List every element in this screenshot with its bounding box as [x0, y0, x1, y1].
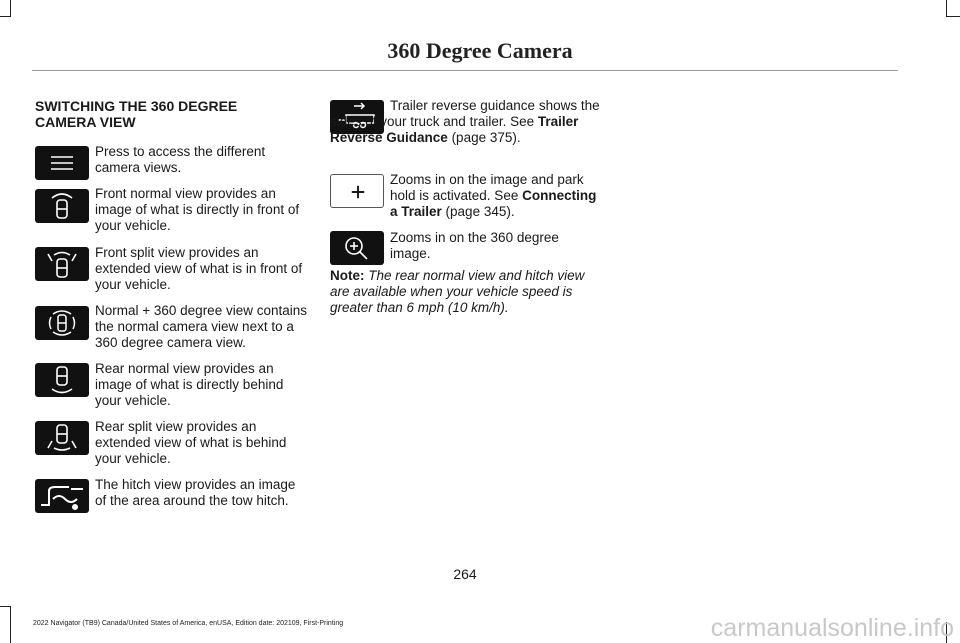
item-text: Rear normal view provides an image of what is directly behind your vehicle.: [95, 361, 284, 408]
header-rule: [32, 70, 898, 71]
crop-mark-top-left-h: [0, 16, 11, 17]
item-text: Front split view provides an extended view of what is in front of your vehicle.: [95, 245, 303, 292]
footer-edition: 2022 Navigator (TB9) Canada/United States of America, enUSA, Edition date: 202109, First-Printing: [33, 620, 344, 627]
link-trailer-reverse-guidance[interactable]: Trailer Reverse Guidance: [330, 114, 579, 145]
front-split-view-icon: [35, 247, 89, 281]
note-label: Note:: [330, 268, 365, 283]
crop-mark-bottom-left-v: [10, 606, 11, 643]
rear-normal-view-icon: [35, 363, 89, 397]
item-text: Front normal view provides an image of what is directly in front of your vehicle.: [95, 186, 300, 233]
note-text: The rear normal view and hitch view are available when your vehicle speed is greater than 6 mph (10 km/h).: [330, 268, 585, 315]
trailer-reverse-guidance-text: Trailer reverse guidance shows the sides of your truck and trailer. See Trailer Reverse Guidance (page 375).: [330, 98, 600, 145]
magnifier-zoom-icon: [330, 231, 384, 265]
section-heading: SWITCHING THE 360 DEGREE CAMERA VIEW: [35, 98, 238, 130]
crop-mark-top-right-h: [946, 16, 960, 17]
rear-split-view-icon: [35, 421, 89, 455]
menu-icon: [35, 146, 89, 180]
crop-mark-bottom-left-h: [0, 606, 11, 607]
note: [330, 268, 602, 316]
link-connecting-a-trailer[interactable]: Connecting a Trailer: [390, 188, 597, 219]
page-number: 264: [453, 566, 477, 582]
front-normal-view-icon: [35, 189, 89, 223]
normal-360-view-icon: [35, 306, 89, 340]
item-text: Normal + 360 degree view contains the normal camera view next to a 360 degree camera view.: [95, 303, 307, 350]
magnifier-zoom-text: Zooms in on the 360 degree image.: [390, 230, 559, 261]
crop-mark-top-right-v: [946, 0, 947, 16]
page-title: 360 Degree Camera: [387, 38, 573, 63]
item-text: Rear split view provides an extended view of what is behind your vehicle.: [95, 419, 287, 466]
watermark: carmanualsonline.info: [710, 614, 954, 642]
item-text: Press to access the different camera views.: [95, 144, 266, 175]
crop-mark-top-left-v: [10, 0, 11, 16]
item-text: The hitch view provides an image of the area around the tow hitch.: [95, 477, 296, 508]
plus-zoom-text: Zooms in on the image and park hold is activated. See Connecting a Trailer (page 345).: [390, 172, 597, 219]
plus-zoom-icon: [330, 174, 384, 208]
hitch-view-icon: [35, 479, 89, 513]
